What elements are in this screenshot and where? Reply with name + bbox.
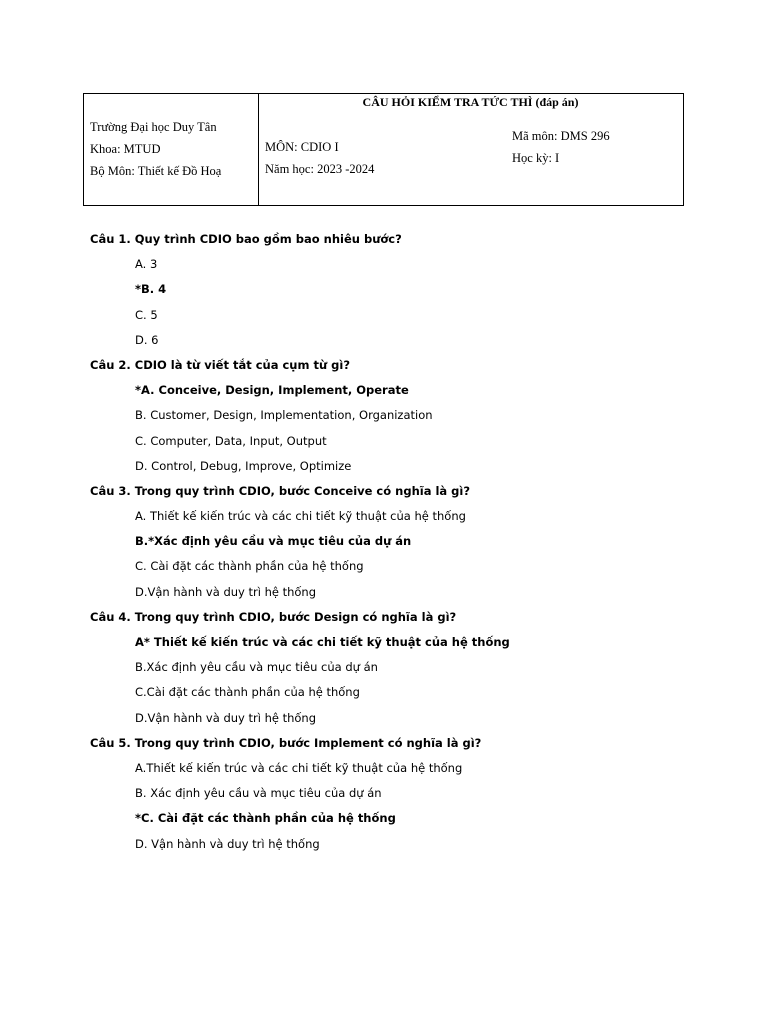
question-4: Câu 4. Trong quy trình CDIO, bước Design có nghĩa là gì? bbox=[90, 609, 457, 624]
question-1: Câu 1. Quy trình CDIO bao gồm bao nhiêu bước? bbox=[90, 232, 402, 246]
answer-option: D. Control, Debug, Improve, Optimize bbox=[135, 458, 352, 473]
header-institution bbox=[90, 116, 221, 182]
answer-option: C.Cài đặt các thành phần của hệ thống bbox=[135, 685, 360, 700]
answer-option: A.Thiết kế kiến trúc và các chi tiết kỹ thuật của hệ thống bbox=[135, 760, 463, 775]
faculty-name: Khoa: MTUD bbox=[90, 142, 161, 156]
answer-option: B. Xác định yêu cầu và mục tiêu của dự án bbox=[135, 786, 382, 801]
header-table bbox=[83, 93, 684, 206]
answer-option: A. Thiết kế kiến trúc và các chi tiết kỹ thuật của hệ thống bbox=[135, 509, 466, 524]
answer-option: B.Xác định yêu cầu và mục tiêu của dự án bbox=[135, 660, 378, 675]
answer-option: D.Vận hành và duy trì hệ thống bbox=[135, 710, 317, 725]
question-5: Câu 5. Trong quy trình CDIO, bước Implement có nghĩa là gì? bbox=[90, 735, 482, 750]
answer-option: D. Vận hành và duy trì hệ thống bbox=[135, 836, 320, 851]
correct-answer-option: *B. 4 bbox=[135, 282, 167, 297]
document-title: CÂU HỎI KIỂM TRA TỨC THÌ (đáp án) bbox=[362, 95, 579, 109]
correct-answer-option: *A. Conceive, Design, Implement, Operate bbox=[135, 383, 409, 398]
header-course bbox=[265, 136, 374, 180]
course-code: Mã môn: DMS 296 bbox=[512, 129, 610, 143]
subject-name: MÔN: CDIO I bbox=[265, 140, 339, 154]
question-list bbox=[90, 227, 690, 857]
header-course-meta bbox=[512, 125, 610, 169]
answer-option: D.Vận hành và duy trì hệ thống bbox=[135, 584, 317, 599]
question-2: Câu 2. CDIO là từ viết tắt của cụm từ gì? bbox=[90, 357, 350, 372]
answer-option: C. Computer, Data, Input, Output bbox=[135, 433, 327, 448]
answer-option: C. Cài đặt các thành phần của hệ thống bbox=[135, 559, 364, 574]
correct-answer-option: A* Thiết kế kiến trúc và các chi tiết kỹ thuật của hệ thống bbox=[135, 635, 510, 649]
answer-option: A. 3 bbox=[135, 257, 158, 272]
question-3: Câu 3. Trong quy trình CDIO, bước Conceive có nghĩa là gì? bbox=[90, 483, 471, 498]
semester: Học kỳ: I bbox=[512, 151, 560, 165]
department-name: Bộ Môn: Thiết kế Đồ Hoạ bbox=[90, 164, 222, 178]
correct-answer-option: B.*Xác định yêu cầu và mục tiêu của dự án bbox=[135, 534, 412, 549]
school-name: Trường Đại học Duy Tân bbox=[90, 120, 217, 134]
correct-answer-option: *C. Cài đặt các thành phần của hệ thống bbox=[135, 811, 396, 826]
academic-year: Năm học: 2023 -2024 bbox=[265, 162, 375, 176]
answer-option: B. Customer, Design, Implementation, Organization bbox=[135, 408, 433, 423]
header-divider bbox=[258, 94, 259, 205]
answer-option: C. 5 bbox=[135, 307, 158, 322]
answer-option: D. 6 bbox=[135, 332, 159, 347]
